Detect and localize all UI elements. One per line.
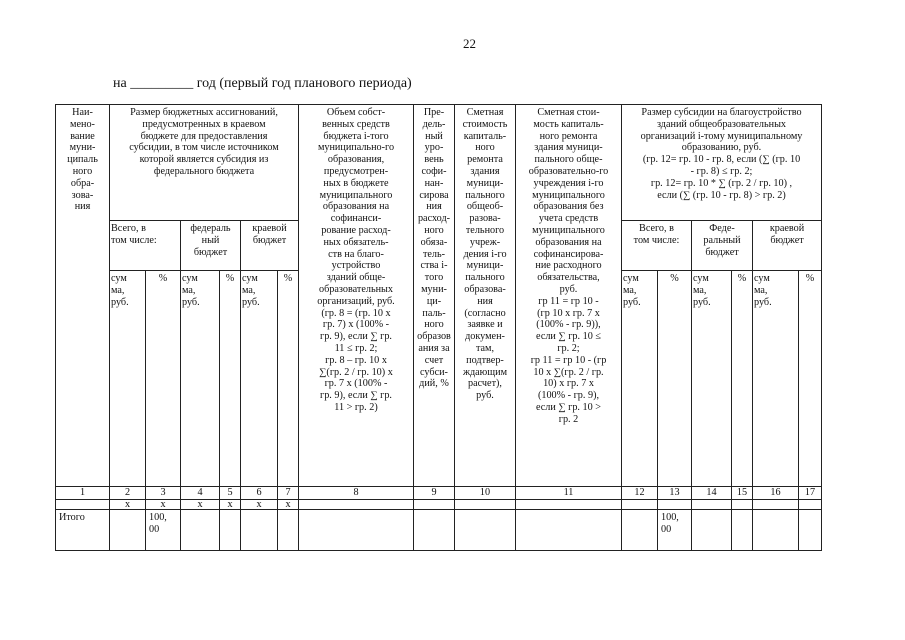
header-sum: сум ма, руб. [753,271,799,487]
table-cell: x [278,500,299,510]
column-number: 16 [753,487,799,500]
table-cell [692,500,732,510]
table-cell [414,500,455,510]
table-cell: x [181,500,220,510]
column-number: 14 [692,487,732,500]
table-cell: x [220,500,241,510]
table-cell [622,500,658,510]
column-number: 9 [414,487,455,500]
table-cell [455,510,516,551]
header-sum: сум ма, руб. [241,271,278,487]
header-sum: сум ма, руб. [622,271,658,487]
header-pct: % [278,271,299,487]
table-cell [753,510,799,551]
header-pct: % [146,271,181,487]
table-cell [799,500,822,510]
page-subtitle: на _________ год (первый год планового периода) [113,76,412,91]
table-cell: 100, 00 [658,510,692,551]
header-sum: сум ма, руб. [692,271,732,487]
table-cell [110,510,146,551]
table-cell [299,510,414,551]
header-cost-without-municipal: Сметная стои- мость капиталь- ного ремонта здания муници- пального обще- образовательно-го учреждения i-го муниципального образования без учета средств муниципального образования на софинансирова- ние расходного обязательства, руб. гр 11 = гр 10 - (гр 10 х гр. 7 х (100% - гр. 9)), если ∑ гр. 10 ≤ гр. 2; гр 11 = гр 10 - (гр 10 х ∑(гр. 2 / гр. 10) х гр. 7 х (100% - гр. 9), если ∑ гр. 10 > гр. 2 [516,105,622,487]
table-cell [516,510,622,551]
column-number: 7 [278,487,299,500]
table-cell [622,510,658,551]
header-pct: % [658,271,692,487]
column-number: 4 [181,487,220,500]
table-cell [220,510,241,551]
header-b-total: Всего, в том числе: [622,221,692,271]
column-number: 12 [622,487,658,500]
column-number: 5 [220,487,241,500]
column-number: 2 [110,487,146,500]
column-number: 6 [241,487,278,500]
table-cell: 100, 00 [146,510,181,551]
table-cell [799,510,822,551]
table-cell [299,500,414,510]
header-budget-allocations: Размер бюджетных ассигнований, предусмотренных в краевом бюджете для предоставления субсидии, в том числе источником которой является субсидия из федерального бюджета [110,105,299,221]
header-estimated-cost: Сметная стоимость капиталь- ного ремонта здания муници- пального общеоб- разова- тельного учреж- дения i-го муници- пального образова- ния (согласно заявке и докумен- там, подтвер- ждающим расчет), руб. [455,105,516,487]
table-cell: x [110,500,146,510]
header-a-total: Всего, в том числе: [110,221,181,271]
header-cofinancing-level: Пре- дель- ный уро- вень софи- нан- сирова ния расход- ного обяза- тель- ства i- того муни- ци- паль- ного образов ания за счет субси- дий, % [414,105,455,487]
table-cell [278,510,299,551]
table-cell [732,510,753,551]
header-sum: сум ма, руб. [181,271,220,487]
header-a-regional: краевой бюджет [241,221,299,271]
table-cell [732,500,753,510]
table-cell [658,500,692,510]
column-number: 11 [516,487,622,500]
table-cell [56,500,110,510]
page-number: 22 [463,36,476,51]
column-number: 3 [146,487,181,500]
column-number: 15 [732,487,753,500]
table-cell [516,500,622,510]
table-cell [692,510,732,551]
table-cell [181,510,220,551]
header-pct: % [799,271,822,487]
header-municipality: Наи- мено- вание муни- ципаль ного обра- зова- ния [56,105,110,487]
subsidy-table [55,104,822,551]
header-own-funds: Объем собст- венных средств бюджета i-того муниципально-го образования, предусмотрен- ных в бюджете муниципального образования на софинанси- рование расход- ных обязатель- ств на благо- устройство зданий обще- образовательных организаций, руб. (гр. 8 = (гр. 10 х гр. 7) х (100% - гр. 9), если ∑ гр. 11 ≤ гр. 2; гр. 8 – гр. 10 х ∑(гр. 2 / гр. 10) х гр. 7 х (100% - гр. 9), если ∑ гр. 11 > гр. 2) [299,105,414,487]
table-cell [455,500,516,510]
x-marker-row [56,500,822,510]
column-number: 17 [799,487,822,500]
header-a-federal: федераль ный бюджет [181,221,241,271]
header-pct: % [220,271,241,487]
column-number: 1 [56,487,110,500]
column-number: 13 [658,487,692,500]
column-number: 8 [299,487,414,500]
column-number: 10 [455,487,516,500]
table-cell [414,510,455,551]
header-sum: сум ма, руб. [110,271,146,487]
header-subsidy-size: Размер субсидии на благоустройство зданий общеобразовательных организаций i-тому муниципальному образованию, руб. (гр. 12= гр. 10 - гр. 8, если (∑ (гр. 10 - гр. 8) ≤ гр. 2; гр. 12= гр. 10 * ∑ (гр. 2 / гр. 10) , если (∑ (гр. 10 - гр. 8) > гр. 2) [622,105,822,221]
table-cell [241,510,278,551]
header-b-regional: краевой бюджет [753,221,822,271]
total-row [56,510,822,551]
header-pct: % [732,271,753,487]
table-cell: x [241,500,278,510]
table-cell: x [146,500,181,510]
table-cell [753,500,799,510]
column-number-row [56,487,822,500]
total-label: Итого [56,510,110,551]
header-b-federal: Феде- ральный бюджет [692,221,753,271]
